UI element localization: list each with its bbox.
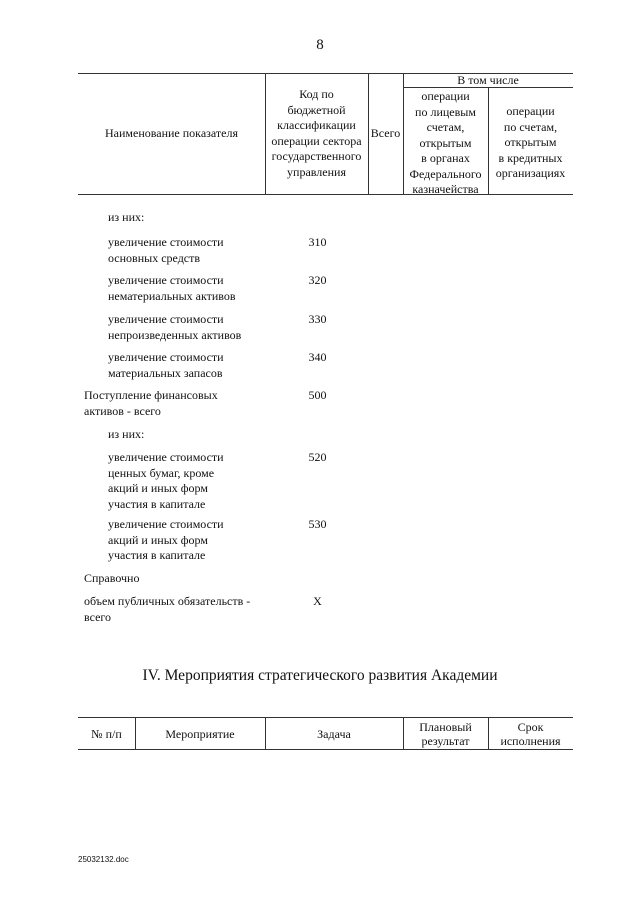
row-label: увеличение стоимости нематериальных активов (108, 273, 236, 303)
section-title: IV. Мероприятия стратегического развития Академии (142, 667, 498, 684)
document-filename: 25032132.doc (78, 855, 129, 864)
row-code: 500 (308, 388, 327, 402)
table2-bottom-rule (78, 749, 573, 750)
page-number: 8 (316, 37, 324, 53)
row-code: 340 (308, 350, 327, 364)
row-label: Поступление финансовых активов - всего (84, 388, 218, 418)
row-code: 530 (308, 517, 327, 531)
header-credit-accounts: операции по счетам, открытым в кредитных организациях (495, 104, 566, 180)
row-code: 310 (308, 235, 327, 249)
row-code: 330 (308, 312, 327, 326)
header-planned-result: Плановый результат (419, 720, 472, 748)
header-deadline: Срок исполнения (500, 720, 561, 748)
row-code: 520 (308, 450, 327, 464)
header-including: В том числе (457, 73, 519, 87)
row-label: увеличение стоимости материальных запасов (108, 350, 224, 380)
row-label: увеличение стоимости ценных бумаг, кроме акций и иных форм участия в капитале (108, 450, 224, 511)
row-code: 320 (308, 273, 327, 287)
row-label: увеличение стоимости акций и иных форм участия в капитале (108, 517, 224, 562)
row-label: Справочно (84, 571, 140, 585)
table1-header-bottom-rule (78, 194, 573, 195)
header-name-indicator: Наименование показателя (105, 126, 238, 140)
header-treasury-accounts: операции по лицевым счетам, открытым в органах Федерального казначейства (409, 89, 482, 196)
row-label: увеличение стоимости основных средств (108, 235, 224, 265)
table2-top-rule (78, 717, 573, 718)
header-activity: Мероприятие (165, 727, 235, 741)
row-label: из них: (108, 210, 145, 224)
header-total: Всего (370, 126, 401, 140)
header-task: Задача (317, 727, 351, 741)
row-label: объем публичных обязательств - всего (84, 594, 251, 624)
row-label: из них: (108, 427, 145, 441)
row-label: увеличение стоимости непроизведенных активов (108, 312, 242, 342)
header-budget-code: Код по бюджетной классификации операции сектора государственного управления (271, 87, 362, 179)
row-code: X (313, 594, 322, 608)
header-number: № п/п (91, 727, 122, 741)
